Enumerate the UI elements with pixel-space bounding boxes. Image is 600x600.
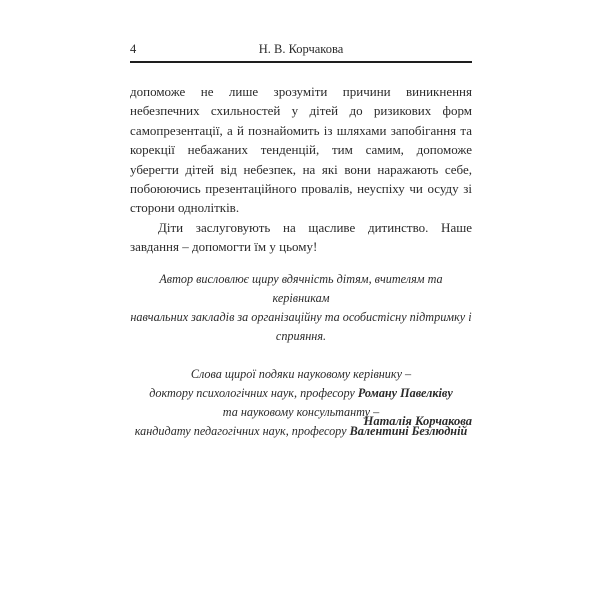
consultant-title: кандидату педагогічних наук, професору xyxy=(134,424,347,438)
consultant-name: Валентині Безлюдній xyxy=(349,424,468,438)
running-head xyxy=(130,40,472,60)
main-text xyxy=(130,82,472,257)
ack-spacer xyxy=(130,346,472,365)
paragraph-closing: Діти заслуговують на щасливе дитинство. Наше завдання – допомогти їм у цьому! xyxy=(130,219,472,255)
ack-line: та науковому консультанту – xyxy=(222,405,380,419)
ack-line: Автор висловлює щиру вдячність дітям, вчителям та керівникам xyxy=(159,272,443,305)
ack-line: навчальних закладів за організаційну та особистісну підтримку і xyxy=(130,310,472,324)
ack-line: сприяння. xyxy=(275,329,327,343)
advisor-name: Роману Павелківу xyxy=(357,386,453,400)
advisor-title: доктору психологічних наук, професору xyxy=(149,386,355,400)
author-signature: Наталія Корчакова xyxy=(363,414,472,428)
ack-line-advisor xyxy=(130,384,472,403)
running-title: Н. В. Корчакова xyxy=(258,42,344,56)
paragraph-continuation: допоможе не лише зрозуміти причини виникнення небезпечних схильностей у дітей до ризикових форм самопрезентації, а й познайомить із шляхами запобігання та корекції небажаних тенденцій, тим самим, допоможе уберегти дітей від небезпек, на які вони наражають себе, побоюючись презентаційного провалів, неуспіху чи осуду зі сторони однолітків. xyxy=(130,84,472,216)
ack-line: Слова щирої подяки науковому керівнику – xyxy=(190,367,412,381)
page-number: 4 xyxy=(130,42,137,56)
header-rule xyxy=(130,61,472,63)
